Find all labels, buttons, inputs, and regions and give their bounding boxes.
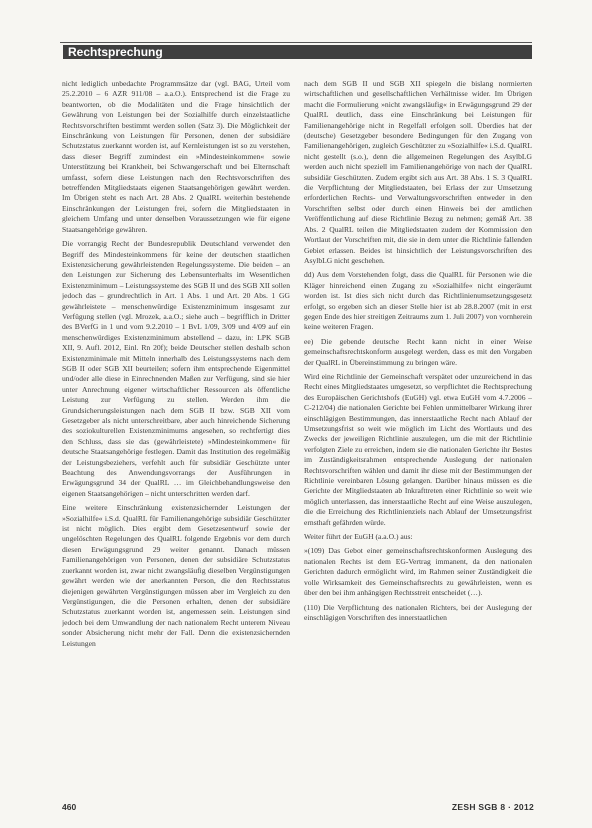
quote-paragraph: »(109) Das Gebot einer gemeinschaftsrechtskonformen Auslegung des nationalen Rechts ist dem EG-Vertrag immanent, da den nationalen Gerichten dadurch ermöglicht wird, im Rahmen seiner Zuständigkeit die volle Wirksamkeit des Gemeinschaftsrechts zu gewährleisten, wenn es über den bei ihm anhängigen Rechtsstreit entscheidet (…).: [304, 546, 532, 598]
paragraph: nach dem SGB II und SGB XII spiegeln die bislang normierten wirtschaftlichen und gesellschaftlichen Verhältnisse wider. Im Übrigen macht die Formulierung »nicht zwangsläufig« in Erwägungsgrund 29 der QualRL deutlich, dass eine Einschränkung bei Leistungen für Familienangehörige nicht in Regelfall erfolgen soll. Überdies hat der (deutsche) Gesetzgeber besondere Bedingungen für den Zugang von Familienangehörigen, zugleich Geschützter zu »Sozialhilfe« i.S.d. QualRL nicht gestellt (s.o.), denn die allgemeinen Regelungen des AsylbLG werden auch nicht speziell im Familienangehörige von nach der QualRL subsidiär Geschützten. Zudem ergibt sich aus Art. 38 Abs. 1 S. 3 QualRL die Verpflichtung der Mitgliedstaaten, bei Erlass der zur Umsetzung erforderlichen Rechts- und Verwaltungsvorschriften entweder in den Vorschriften selbst oder durch einen Hinweis bei der amtlichen Veröffentlichung auf diese Richtlinie Bezug zu nehmen; gemäß Art. 38 Abs. 2 QualRL teilen die Mitgliedstaaten zudem der Kommission den Wortlaut der Vorschriften mit, die sie in dem unter die Richtlinie fallenden Gebiet erlassen. Beides ist hinsichtlich der Leistungsvorschriften des AsylbLG nicht geschehen.: [304, 79, 532, 265]
paragraph: ee) Die gebende deutsche Recht kann nicht in einer Weise gemeinschaftsrechtskonform ausgelegt werden, dass es mit den Vorgaben der QualRL in Übereinstimmung zu bringen wäre.: [304, 336, 532, 367]
paragraph: Eine weitere Einschränkung existenzsichernder Leistungen der »Sozialhilfe« i.S.d. QualRL für Familienangehörige subsidiär Geschützter ist nicht möglich. Dies ergibt dem Gesetzesentwurf sowie der ungelöschten Regelungen des QualRL folgende Ergebnis vor dem durch diesen Erwägungsgrund 29 weiter genannt. Danach müssen Familienangehörigen von Personen, denen der subsidiäre Schutzstatus zuerkannt worden ist, zwar nicht zwangsläufig dieselben Vergünstigungen gewährt werden wie der anerkannten Person, die den Rechtsstatus diejenigen gewährten Vergünstigungen müssen aber im Vergleich zu den Vergünstigungen, die die Personen erhalten, denen der subsidiäre Schutzstatus zuerkannt worden ist, angemessen sein. Leistungen sind jedoch bei dem Umwandlung der nach nationalem Recht unterem Niveau sonder Absicherung nicht mehr der Fall. Denn die existenzsichernden Leistungen: [62, 503, 290, 648]
paragraph: dd) Aus dem Vorstehenden folgt, dass die QualRL für Personen wie die Kläger hinreichend einen Zugang zu »Sozialhilfe« nicht eingeräumt worden ist. Ist dies sich nicht durch das Richtlinienumsetzungsgesetz erfolgt, so ergeben sich an dieser Stelle hier ist ab 28.8.2007 (mit in erst gegen Ende des hier streitigen Zeitraums zum 1. Juli 2007) von vornherein keine weiteren Fragen.: [304, 270, 532, 332]
paragraph: Wird eine Richtlinie der Gemeinschaft verspätet oder unzureichend in das Recht eines Mitgliedstaates umgesetzt, so verpflichtet die Rechtsprechung des Europäischen Gerichtshofs (EuGH) vgl. etwa EuGH vom 4.7.2006 – C-212/04) die nationalen Gerichte bei Fehlen unmittelbarer Wirkung ihrer einschlägigen Bestimmungen, das innerstaatliche Recht nach Ablauf der Umsetzungsfrist so weit wie möglich im Licht des Wortlauts und des Zwecks der jeweiligen Richtlinie auszulegen, um die mit der Richtlinie verfolgten Ziele zu erreichen, indem sie die nationalen Gerichte ihr Bestes im Zuständigkeitsrahmen entsprechende Auslegung der nationalen Rechtsvorschriften wählen und damit ihr diese mit der Bestimmungen der Richtlinie vereinbaren Lösung gelangen. Darüber hinaus müssen es die Gerichte der Mitgliedstaaten ab Inkrafttreten einer Richtlinie so weit wie möglich unterlassen, das innerstaatliche Recht auf eine Weise auszulegen, die die Erreichung des Richtlinienziels nach Ablauf der Umsetzungsfrist ernsthaft gefährden würde.: [304, 371, 532, 527]
journal-name: ZESH SGB 8 · 2012: [451, 802, 534, 812]
quote-paragraph: (110) Die Verpflichtung des nationalen Richters, bei der Auslegung der einschlägigen Vorschriften des innerstaatlichen: [304, 602, 532, 622]
paragraph: nicht lediglich unbedachte Programmsätze dar (vgl. BAG, Urteil vom 25.2.2010 – 6 AZR 911/08 – a.a.O.). Entsprechend ist die Frage zu beantworten, ob die Modalitäten und die Frage hinsichtlich der Gewährung von Leistungen bei der Sozialhilfe durch einzelstaatliche Rechtsvorschriften bestimmt werden sollen (Satz 3). Die Möglichkeit der Einschränkung von Leistungen für Personen, denen der subsidiäre Schutzstatus zuerkannt worden ist, auf Kernleistungen ist so zu verstehen, dass dieser Begriff zumindest ein »Mindesteinkommen« sowie Unterstützung bei Krankheit, bei Schwangerschaft und bei Elternschaft umfasst, sofern diese Leistungen nach den Rechtsvorschriften des betreffenden Mitgliedstaats eigenen Staatsangehörigen gewährt werden. Im Übrigen steht es nach Art. 28 Abs. 2 QualRL weiterhin bestehende Einschränkungen der Leistungen frei, sofern die Mitgliedstaaten in gleichem Umfang und unter denselben Voraussetzungen wie für eigene Staatsangehörige gewähren.: [62, 79, 290, 234]
left-column: [62, 79, 290, 795]
section-heading: Rechtsprechung: [63, 45, 532, 59]
paragraph: Die vorrangig Recht der Bundesrepublik Deutschland verwendet den Begriff des Mindesteinkommens für keine der deutschen staatlichen Existenzsicherung gewährleistenden Regelungssysteme. Die beiden – an den Leistungen zur Sicherung des Lebensunterhalts im Wesentlichen Existenzminimum – Leistungssysteme des SGB II und des SGB XII sollen jedoch das – grundrechtlich in Art. 1 Abs. 1 und Art. 20 Abs. 1 GG gewährleistete – menschenwürdige Existenzminimum insgesamt zur Verfügung stellen (vgl. Mrozek, a.a.O.; siehe auch – begrifflich in Dritter des BVerfG in 1 und vom 9.2.2010 – 1 BvL 1/09, 3/09 und 4/09 auf ein menschenwürdiges Existenzminimum abstellend – dazu, in: LPK SGB XII, 9. Aufl. 2012, Einl. Rn 20f); beide Deutscher stellen deshalb schon Existenzminimale mit Mitteln innerhalb des Leistungssystems nach dem SGB II oder SGB XII beurteilen; sofern ihm entsprechende Eigenmittel und/oder alle diese in Einrechnenden Maßen zur Verfügung, sind sie hier unter Anrechnung eigener wirtschaftlicher Ressourcen als öffentliche Leistung zur Verfügung zu stellen. Werden ihm die Grundsicherungsleistungen nach dem SGB II bzw. SGB XII vom Gesetzgeber als nicht unterschreitbare, aber auch hinreichende Sicherung des soziokulturellen Existenzminimums angesehen, so rechtfertigt dies den Schluss, dass sie das (gewährleistete) »Mindesteinkommen« für deutsche Staatsangehörige festlegen. Damit das Institution des regelmäßig der Leistungsbeziehers, verfehlt auch für subsidiär Geschützte unter Beachtung des Anwendungsvorrangs der Ausführungen in Erwägungsgrund 34 der QualRL … im Gleichbehandlungsweise den eigenen Staatsangehörigen – nicht unterschritten werden darf.: [62, 239, 290, 498]
page-number: 460: [62, 802, 77, 812]
page-footer: [62, 800, 534, 814]
right-column: [304, 79, 532, 795]
header-rule: [60, 42, 532, 43]
paragraph: Weiter führt der EuGH (a.a.O.) aus:: [304, 532, 413, 542]
